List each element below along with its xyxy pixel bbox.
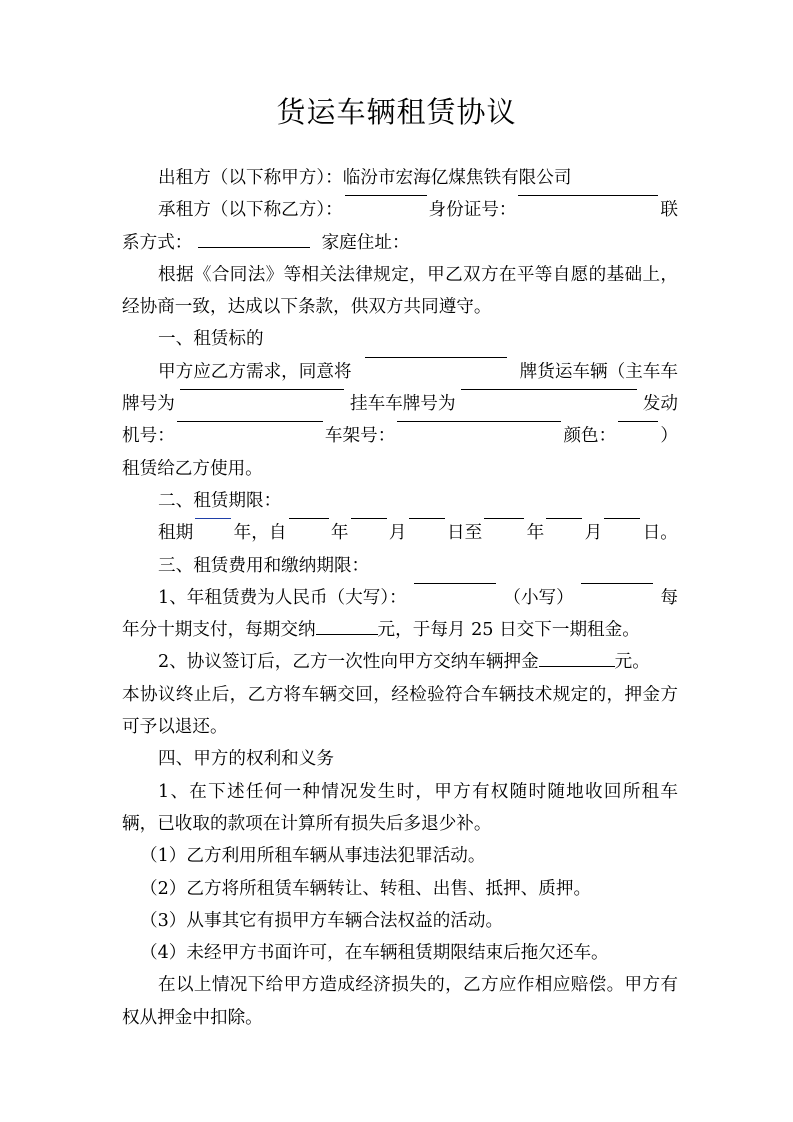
clause-2: （2）乙方将所租赁车辆转让、转租、出售、抵押、质押。	[140, 878, 592, 899]
section2-term-line	[122, 517, 678, 549]
section3-item2-rest: 本协议终止后，乙方将车辆交回，经检验符合车辆技术规定的，押金方可予以退还。	[122, 684, 678, 738]
installment-blank[interactable]	[316, 633, 378, 635]
section4-heading: 四、甲方的权利和义务	[158, 749, 334, 770]
section1-text: 牌号为	[122, 394, 175, 415]
start-day-blank[interactable]	[409, 517, 445, 519]
deposit-blank[interactable]	[539, 665, 615, 667]
contact-prefix: 联	[660, 200, 678, 221]
id-number-blank[interactable]	[518, 194, 658, 196]
end-year-blank[interactable]	[484, 517, 524, 519]
section2-heading: 二、租赁期限：	[158, 490, 282, 511]
deposit-text: 元。	[614, 652, 650, 673]
lessee-line	[122, 194, 678, 226]
term-text: 月	[388, 523, 407, 544]
section1-text: ）	[660, 426, 678, 447]
frame-number-blank[interactable]	[397, 420, 561, 422]
trailer-plate-blank[interactable]	[461, 388, 637, 390]
section1-line1	[122, 356, 678, 388]
term-text: 日。	[642, 523, 678, 544]
section1-line3	[122, 420, 678, 452]
section3-item1-line2	[122, 614, 678, 646]
document-title: 货运车辆租赁协议	[276, 95, 517, 129]
section1-text: 颜色：	[563, 426, 617, 447]
term-text: 租期	[158, 523, 194, 544]
plate-blank[interactable]	[365, 356, 507, 358]
term-text: 月	[584, 523, 603, 544]
fee-numeric-blank[interactable]	[581, 582, 653, 584]
contact-blank[interactable]	[198, 246, 310, 248]
section3-heading: 三、租赁费用和缴纳期限：	[158, 555, 370, 576]
fee-text: （小写）	[503, 587, 574, 608]
fee-text: 元，于每月 25 日交下一期租金。	[377, 620, 640, 641]
engine-number-blank[interactable]	[177, 420, 323, 422]
start-year-blank[interactable]	[289, 517, 329, 519]
clause-3: （3）从事其它有损甲方车辆合法权益的活动。	[140, 910, 504, 931]
lessor-line: 出租方（以下称甲方）：临汾市宏海亿煤焦铁有限公司	[158, 168, 572, 188]
section1-line4: 租赁给乙方使用。	[122, 458, 263, 479]
contact-line	[122, 227, 678, 259]
main-plate-blank[interactable]	[180, 388, 344, 390]
section3-item1-line1	[122, 582, 678, 614]
section3-item2-line1	[122, 646, 678, 678]
term-years-blank[interactable]	[195, 517, 231, 519]
section1-line2	[122, 388, 678, 420]
id-label: 身份证号：	[428, 200, 517, 221]
section4-item2: 在以上情况下给甲方造成经济损失的，乙方应作相应赔偿。甲方有权从押金中扣除。	[122, 975, 678, 1028]
lessee-name-blank[interactable]	[345, 194, 427, 196]
contact-label: 系方式：	[122, 232, 193, 253]
term-text: 年	[330, 523, 349, 544]
section1-text: 甲方应乙方需求，同意将	[158, 361, 352, 382]
term-text: 日至	[446, 523, 483, 544]
section1-text: 机号：	[122, 426, 175, 447]
section4-item1: 1、在下述任何一种情况发生时，甲方有权随时随地收回所租车辆，已收取的款项在计算所有损失后多退少补。	[122, 781, 678, 834]
fee-text: 年分十期支付，每期交纳	[122, 620, 316, 641]
section1-text: 车架号：	[324, 426, 396, 447]
section1-text: 挂车车牌号为	[349, 394, 456, 415]
end-day-blank[interactable]	[604, 517, 640, 519]
address-label: 家庭住址：	[321, 232, 410, 253]
term-text: 年，自	[233, 523, 287, 544]
start-month-blank[interactable]	[351, 517, 387, 519]
section1-text: 牌货运车辆（主车车	[519, 361, 678, 382]
fee-text: 1、年租赁费为人民币（大写）：	[158, 587, 407, 608]
end-month-blank[interactable]	[546, 517, 582, 519]
intro-paragraph: 根据《合同法》等相关法律规定，甲乙双方在平等自愿的基础上，经协商一致，达成以下条款，供双方共同遵守。	[122, 264, 678, 318]
term-text: 年	[526, 523, 545, 544]
section1-heading: 一、租赁标的	[158, 329, 264, 350]
document-body	[122, 162, 678, 1034]
clause-4: （4）未经甲方书面许可，在车辆租赁期限结束后拖欠还车。	[140, 943, 609, 964]
deposit-text: 2、协议签订后，乙方一次性向甲方交纳车辆押金	[158, 652, 539, 673]
section1-text: 发动	[642, 394, 678, 415]
fee-uppercase-blank[interactable]	[414, 582, 496, 584]
lessee-label: 承租方（以下称乙方）：	[158, 200, 343, 221]
color-blank[interactable]	[618, 420, 658, 422]
clause-1: （1）乙方利用所租车辆从事违法犯罪活动。	[140, 846, 486, 867]
fee-text: 每	[660, 587, 678, 608]
